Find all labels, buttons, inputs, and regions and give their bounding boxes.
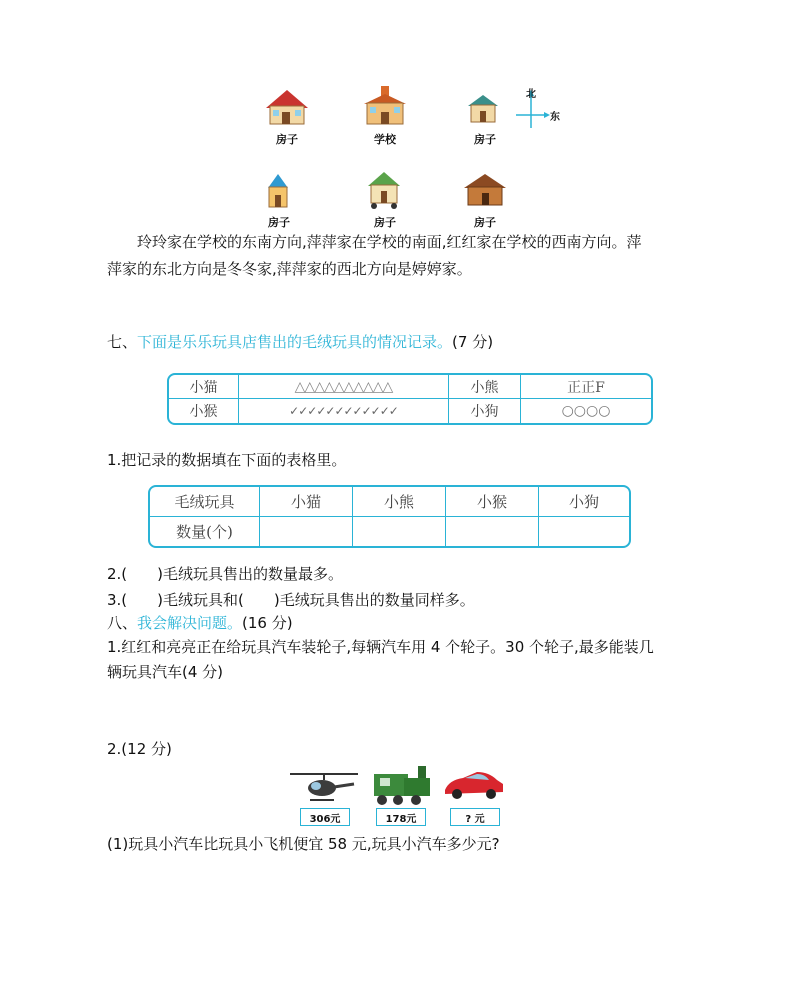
section-7-prefix: 七、 (107, 333, 138, 351)
section-7-score: (7 分) (452, 333, 494, 351)
map-caption: 房子 (474, 133, 496, 146)
section-8-prefix: 八、 (107, 614, 138, 632)
map-caption: 房子 (374, 216, 396, 229)
fill-table (148, 485, 631, 548)
house-icon (466, 92, 500, 126)
record-cell: 小猫 (169, 375, 239, 399)
record-cell: 小狗 (449, 399, 521, 423)
question-3: 3.( )毛绒玩具和( )毛绒玩具售出的数量同样多。 (107, 591, 475, 609)
record-tally-cell: △△△△△△△△△△ (239, 375, 449, 399)
price-tag-car: ? 元 (450, 808, 500, 826)
record-tally-cell: 正正F (521, 375, 651, 399)
sports-car-icon (441, 766, 507, 802)
price-tag-helicopter: 306元 (300, 808, 350, 826)
section-7-title: 下面是乐乐玩具店售出的毛绒玩具的情况记录。 (137, 333, 453, 351)
section-8-score: (16 分) (242, 614, 293, 632)
record-table (167, 373, 653, 425)
house-icon (262, 170, 294, 210)
record-cell: 小猴 (169, 399, 239, 423)
problem-2-sub-1: (1)玩具小汽车比玩具小飞机便宜 58 元,玩具小汽车多少元? (107, 835, 500, 853)
fill-answer-cell[interactable] (539, 517, 629, 547)
fill-header: 小猫 (260, 487, 353, 517)
compass-north-label: 北 (526, 89, 536, 100)
question-2: 2.( )毛绒玩具售出的数量最多。 (107, 565, 344, 583)
compass-east-label: 东 (550, 112, 560, 123)
record-cell: 小熊 (449, 375, 521, 399)
farmhouse-icon (364, 166, 404, 210)
fill-header: 小狗 (539, 487, 629, 517)
fill-answer-cell[interactable] (446, 517, 539, 547)
fill-header: 小熊 (353, 487, 446, 517)
fill-row-label: 数量(个) (150, 517, 260, 547)
map-caption: 学校 (374, 133, 396, 146)
section-8-title: 我会解决问题。 (137, 614, 243, 632)
intro-line-1: 玲玲家在学校的东南方向,萍萍家在学校的南面,红红家在学校的西南方向。萍 (137, 233, 642, 251)
fill-header: 小猴 (446, 487, 539, 517)
house-icon (462, 170, 508, 210)
map-caption: 房子 (276, 133, 298, 146)
question-1: 1.把记录的数据填在下面的表格里。 (107, 451, 347, 469)
section-7-heading (107, 331, 493, 353)
fill-answer-cell[interactable] (260, 517, 353, 547)
record-tally-cell: ○○○○ (561, 403, 611, 419)
record-tally-cell: ✓✓✓✓✓✓✓✓✓✓✓✓ (239, 399, 449, 423)
price-tag-train: 178元 (376, 808, 426, 826)
intro-line-2: 萍家的东北方向是冬冬家,萍萍家的西北方向是婷婷家。 (107, 260, 472, 278)
problem-1-line-1: 1.红红和亮亮正在给玩具汽车装轮子,每辆汽车用 4 个轮子。30 个轮子,最多能装几 (107, 638, 654, 656)
problem-2-label: 2.(12 分) (107, 740, 172, 758)
train-icon (368, 762, 434, 806)
map-caption: 房子 (474, 216, 496, 229)
section-8-heading (107, 612, 293, 634)
map-caption: 房子 (268, 216, 290, 229)
problem-1-line-2: 辆玩具汽车(4 分) (107, 663, 224, 681)
helicopter-icon (288, 770, 360, 806)
school-icon (362, 84, 408, 128)
house-icon (262, 86, 312, 128)
fill-answer-cell[interactable] (353, 517, 446, 547)
fill-header: 毛绒玩具 (150, 487, 260, 517)
